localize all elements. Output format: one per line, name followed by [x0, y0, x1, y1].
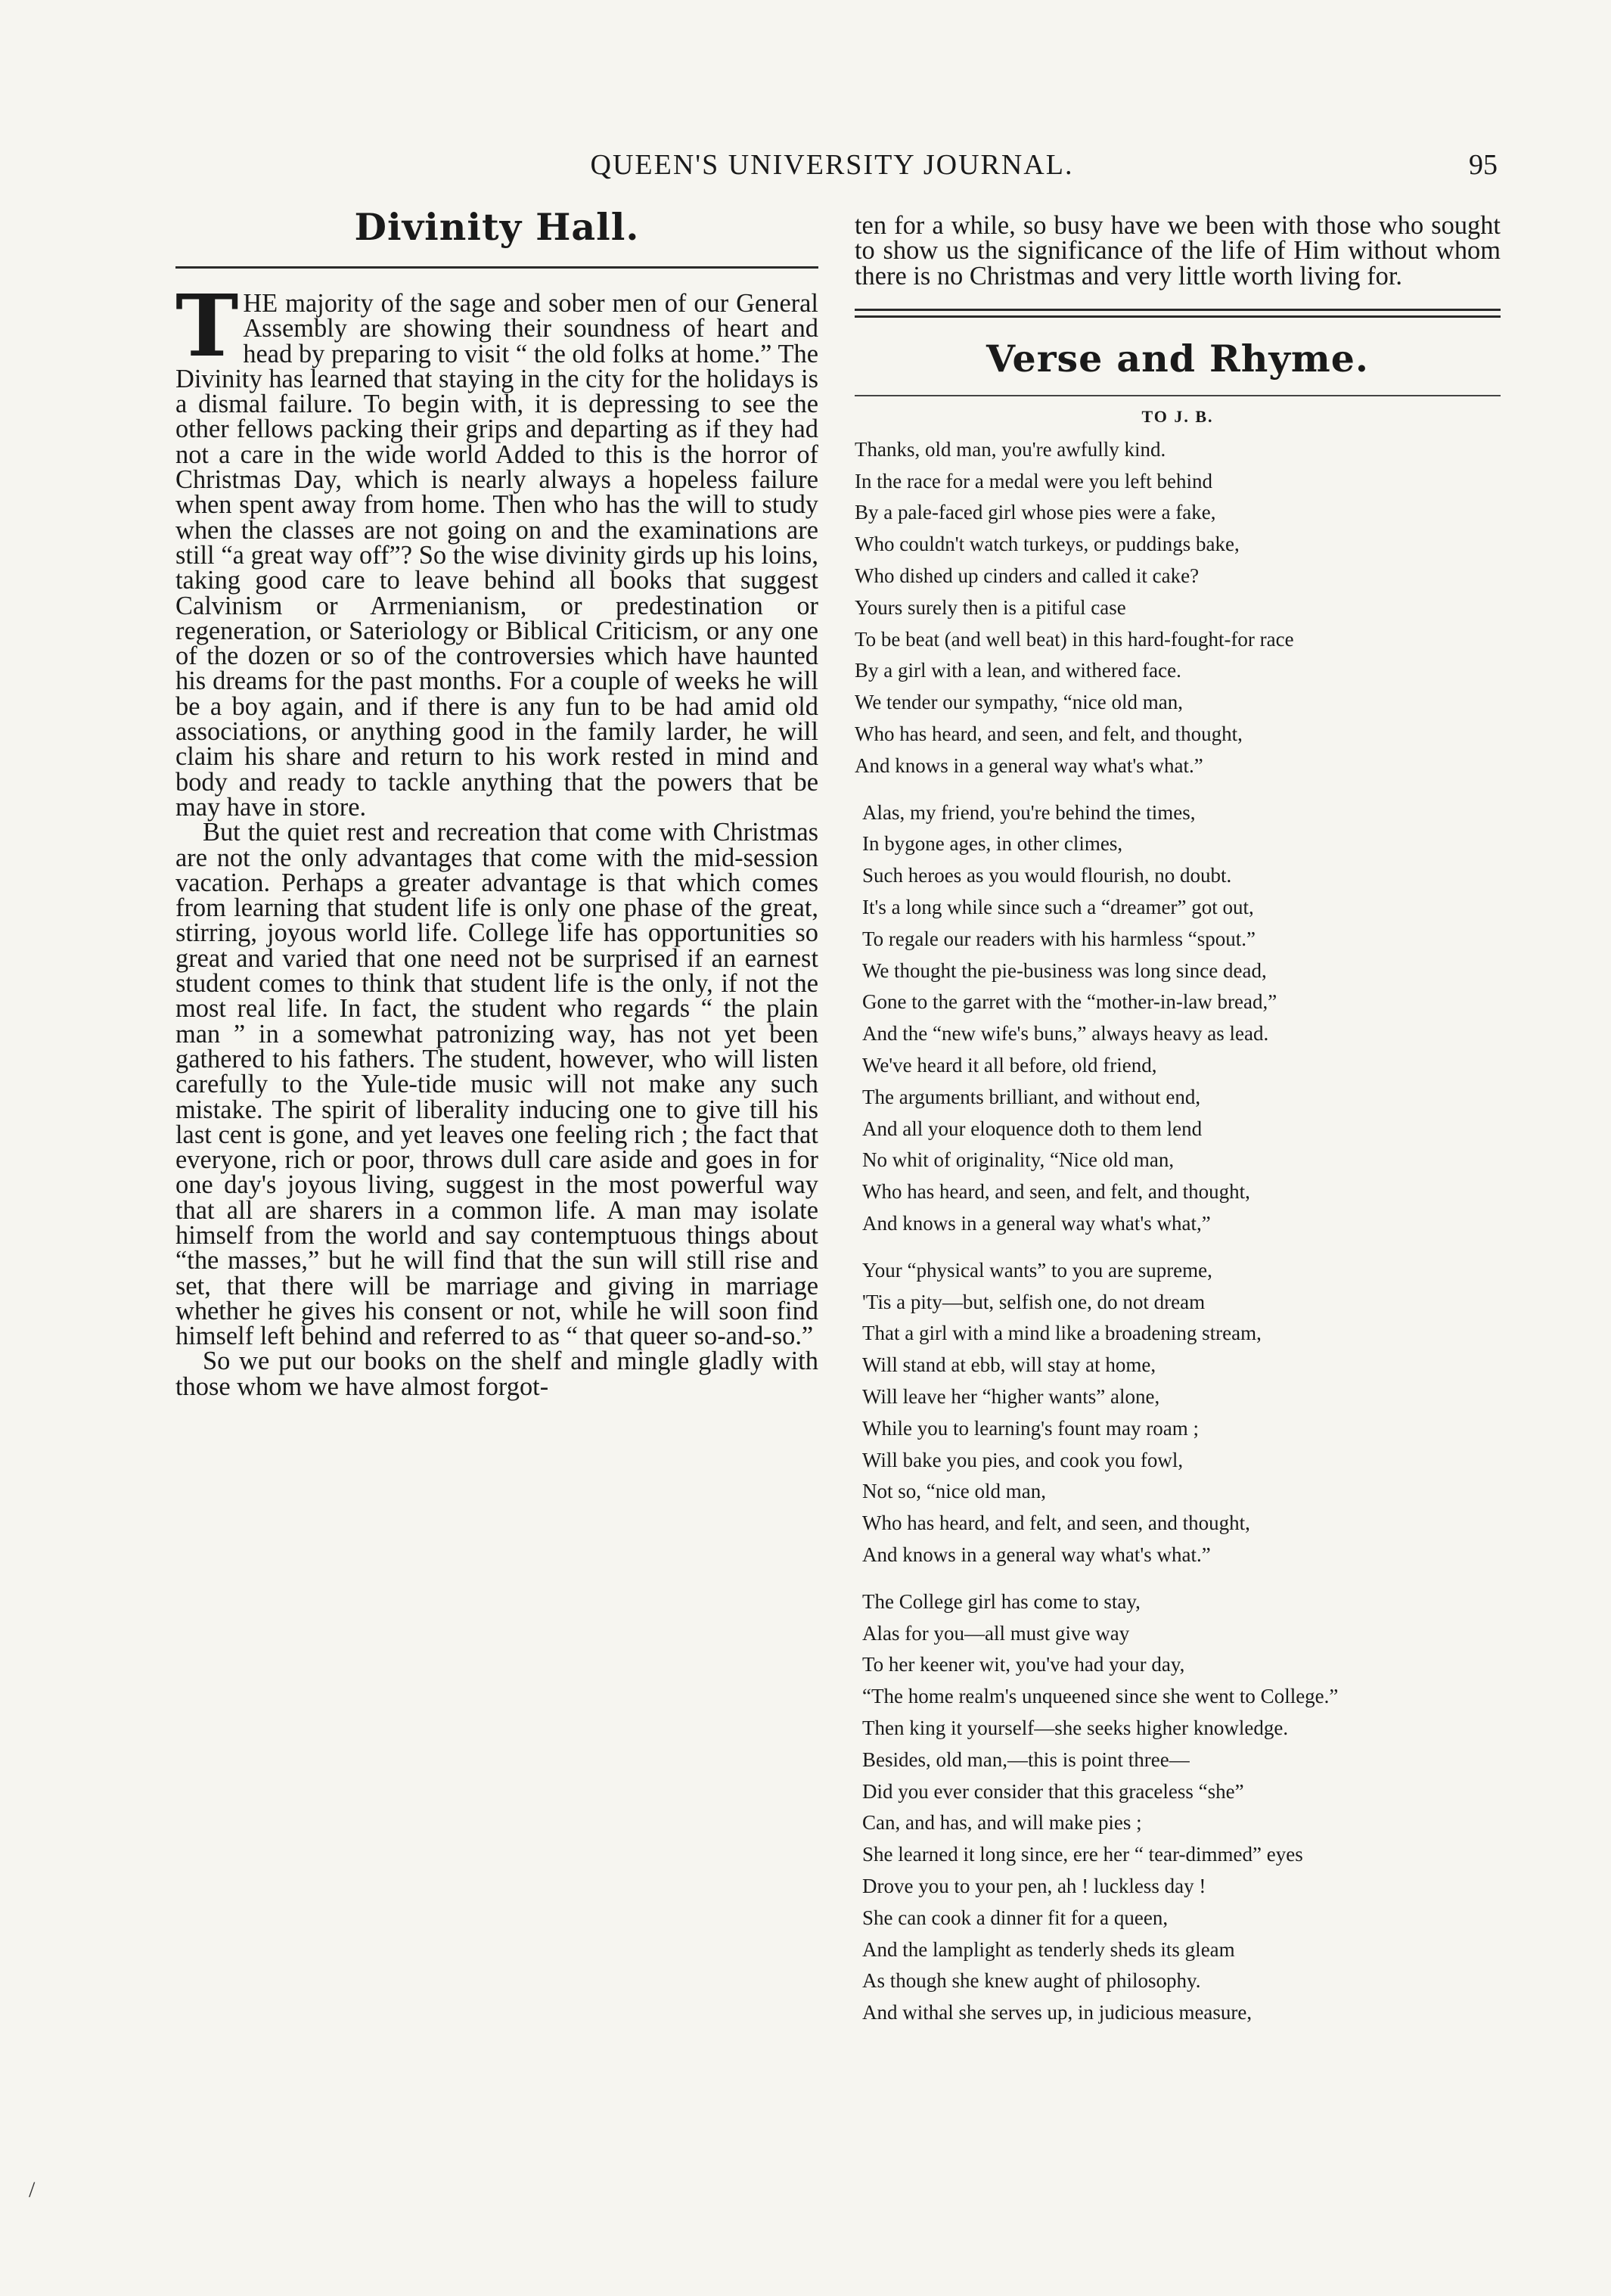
poem-line: Thanks, old man, you're awfully kind. [855, 437, 1166, 461]
divinity-hall-continuation [855, 213, 1501, 289]
poem-line: And withal she serves up, in judicious measure, [862, 2001, 1252, 2024]
divinity-heading-rule [175, 266, 818, 269]
divinity-paragraph-3: So we put our books on the shelf and mingle gladly with those whom we have almost forgot- [175, 1347, 818, 1401]
poem-line: The College girl has come to stay, [862, 1589, 1141, 1613]
poem-line: Who has heard, and felt, and seen, and thought, [862, 1512, 1250, 1535]
poem-line: Yours surely then is a pitiful case [855, 595, 1126, 619]
poem-title: TO J. B. [1141, 406, 1214, 426]
poem-line: In the race for a medal were you left behind [855, 469, 1213, 492]
divinity-paragraph-1 [175, 277, 818, 822]
poem-line: No whit of originality, “Nice old man, [862, 1148, 1175, 1172]
poem-line: Who has heard, and seen, and felt, and thought, [855, 722, 1243, 746]
poem-line: “The home realm's unqueened since she went to College.” [862, 1685, 1339, 1708]
poem-line: And knows in a general way what's what,” [862, 1212, 1211, 1235]
poem-line: 'Tis a pity—but, selfish one, do not dream [862, 1290, 1206, 1313]
poem-line: While you to learning's fount may roam ; [862, 1416, 1200, 1440]
poem-line: And the “new wife's buns,” always heavy as lead. [862, 1022, 1269, 1045]
divinity-hall-column [175, 204, 818, 2247]
poem-line: Drove you to your pen, ah ! luckless day ! [862, 1874, 1206, 1897]
section-divider [855, 309, 1501, 318]
poem-line: We've heard it all before, old friend, [862, 1054, 1157, 1077]
poem-line: As though she knew aught of philosophy. [862, 1969, 1201, 1993]
poem-line: And knows in a general way what's what.” [855, 753, 1203, 777]
poem-line: The arguments brilliant, and without end, [862, 1085, 1201, 1108]
poem-line: It's a long while since such a “dreamer” got out, [862, 896, 1254, 919]
poem-line: Such heroes as you would flourish, no doubt. [862, 864, 1232, 887]
divinity-continuation-paragraph: ten for a while, so busy have we been with those who sought to show us the significance of the life of Him without whom there is no Christmas and very little worth living for. [855, 211, 1501, 290]
poem-line: Who dished up cinders and called it cake? [855, 564, 1200, 588]
poem-line: In bygone ages, in other climes, [862, 832, 1123, 856]
poem-line: Then king it yourself—she seeks higher knowledge. [862, 1716, 1289, 1739]
poem-line: She learned it long since, ere her “ tear-dimmed” eyes [862, 1843, 1303, 1866]
divinity-paragraph-2: But the quiet rest and recreation that come with Christmas are not the only advantages that come with the mid-session vacation. Perhaps a greater advantage is that which comes from learning that student life is only one phase of the great, stirring, joyous world life. College life has opportunities so great and varied that one need not be surprised if an earnest student comes to think that student life is the only, if not the most real life. In fact, the student who regards “ the plain man ” in a somewhat patronizing way, has not yet been gathered to his fathers. The student, however, who will listen carefully to the Yule-tide music will not make any such mistake. The spirit of liberality inducing one to give till his last cent is gone, and yet leaves one feeling rich ; the fact that everyone, rich or poor, throws dull care aside and goes in for one day's joyous living, suggest in the most powerful way that all are sharers in a common life. A man may isolate himself from the world and say contemptuous things about “the masses,” but he will find that the sun will still rise and set, that there will be marriage and giving in marriage whether he gives his consent or not, while he will soon find himself left behind and referred to as “ that queer so-and-so.” [175, 818, 818, 1351]
poem-stanza [855, 797, 1501, 1240]
poem-line: Alas for you—all must give way [862, 1621, 1130, 1645]
poem-line: That a girl with a mind like a broadening stream, [862, 1322, 1262, 1345]
poem-line: Can, and has, and will make pies ; [862, 1811, 1142, 1835]
poem-line: To regale our readers with his harmless “spout.” [862, 927, 1256, 950]
poem-line: Who couldn't watch turkeys, or puddings bake, [855, 533, 1240, 556]
running-title: QUEEN'S UNIVERSITY JOURNAL. [590, 149, 1074, 181]
poem-body [855, 434, 1501, 2029]
poem-line: And the lamplight as tenderly sheds its gleam [862, 1937, 1235, 1961]
divinity-hall-body [175, 277, 818, 1401]
poem-line: And all your eloquence doth to them lend [862, 1117, 1203, 1140]
poem-line: Will bake you pies, and cook you fowl, [862, 1448, 1184, 1471]
verse-heading-rule [855, 395, 1501, 396]
divinity-hall-heading: Divinity Hall. [354, 205, 640, 249]
poem-line: Not so, “nice old man, [862, 1480, 1046, 1503]
poem-line: We tender our sympathy, “nice old man, [855, 691, 1183, 714]
poem-stanza [855, 1255, 1501, 1571]
poem-line: Gone to the garret with the “mother-in-law bread,” [862, 990, 1277, 1014]
poem-line: To her keener wit, you've had your day, [862, 1653, 1185, 1676]
poem-line: Did you ever consider that this graceless “she” [862, 1779, 1244, 1803]
poem-line: Besides, old man,—this is point three— [862, 1748, 1190, 1771]
divinity-paragraph-1-text: HE majority of the sage and sober men of our General Assembly are showing their soundness of heart and head by preparing to visit “ the old folks at home.” The Divinity has learned that staying in the city for the holidays is a dismal failure. To begin with, it is depressing to see the other fellows packing their grips and departing as if they had not a care in the wide world Added to this is the horror of Christmas Day, which is nearly always a hopeless failure when spent away from home. Then who has the will to study when the classes are not going on and the examinations are still “a great way off”? So the wise divinity girds up his loins, taking good care to leave behind all books that suggest Calvinism or Arrmenianism, or predestination or regeneration, or Sateriology or Biblical Criticism, or any one of the dozen or so of the controversies which have haunted his dreams for the past months. For a couple of weeks he will be a boy again, and if there is any fun to be had amid old associations, or anything good in the family larder, he will claim his share and return to his work rested in mind and body and ready to tackle anything that the powers that be may have in store. [175, 289, 818, 822]
verse-and-rhyme-heading: Verse and Rhyme. [986, 336, 1369, 381]
poem-line: She can cook a dinner fit for a queen, [862, 1906, 1169, 1929]
poem-line: By a pale-faced girl whose pies were a fake, [855, 501, 1216, 524]
right-column [855, 213, 1501, 2067]
poem-line: Will leave her “higher wants” alone, [862, 1385, 1160, 1408]
page-number: 95 [1469, 149, 1498, 181]
poem-stanza [855, 1586, 1501, 2029]
poem-line: Will stand at ebb, will stay at home, [862, 1353, 1156, 1377]
poem-line: By a girl with a lean, and withered face. [855, 659, 1181, 682]
poem-line: And knows in a general way what's what.” [862, 1543, 1211, 1566]
poem-line: Alas, my friend, you're behind the times, [862, 800, 1196, 824]
poem-line: Who has heard, and seen, and felt, and thought, [862, 1180, 1250, 1204]
margin-mark: / [29, 2177, 36, 2202]
poem-line: Your “physical wants” to you are supreme, [862, 1258, 1212, 1282]
drop-cap: T [175, 277, 239, 376]
poem-line: We thought the pie-business was long since dead, [862, 958, 1267, 982]
poem-line: To be beat (and well beat) in this hard-fought-for race [855, 627, 1294, 651]
poem-stanza [855, 434, 1501, 782]
